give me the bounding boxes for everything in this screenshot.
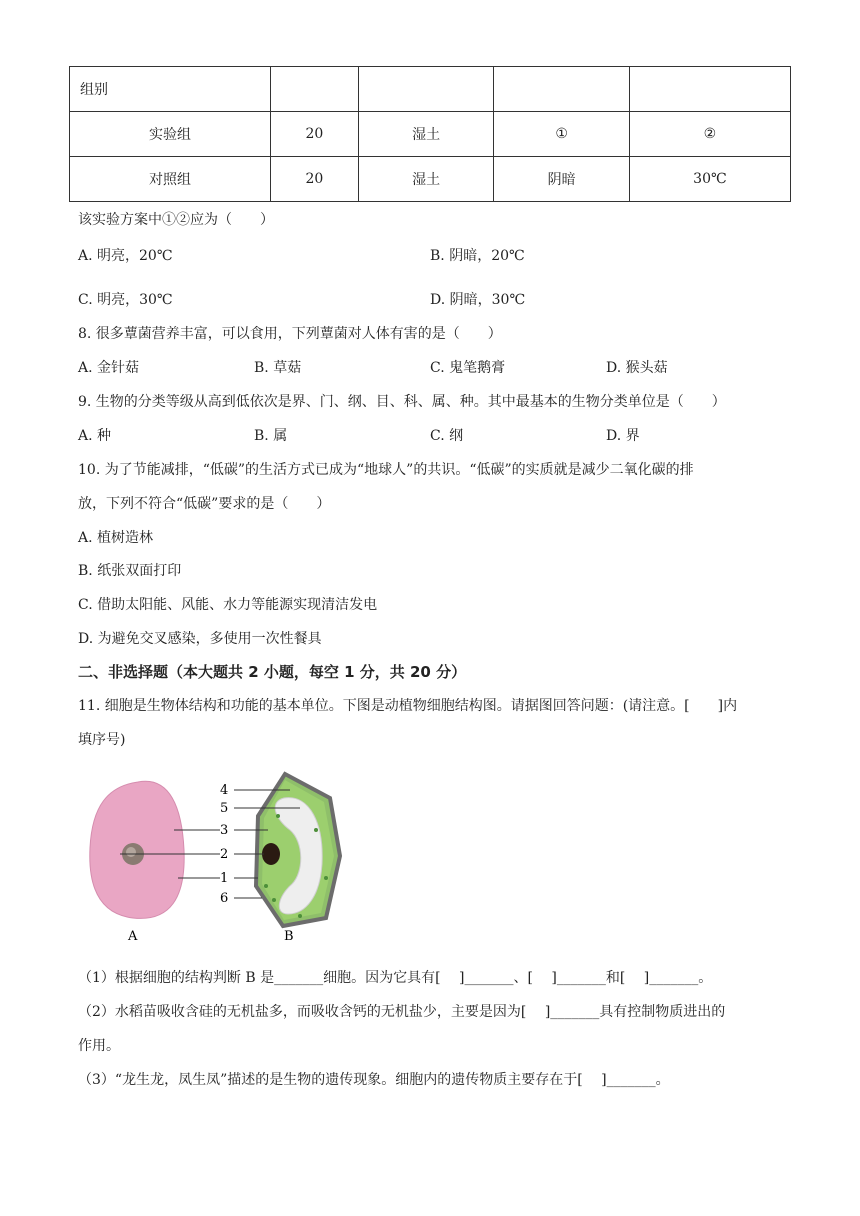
table-cell bbox=[358, 67, 493, 112]
q10-option-b[interactable]: B. 纸张双面打印 bbox=[78, 563, 182, 579]
q9-option-b[interactable]: B. 属 bbox=[254, 428, 288, 444]
figure-label-4: 4 bbox=[220, 783, 229, 798]
section-title: 二、非选择题（本大题共 2 小题，每空 1 分，共 20 分） bbox=[78, 663, 467, 681]
q11-sub3: （3）“龙生龙，凤生凤”描述的是生物的遗传现象。细胞内的遗传物质主要存在于[ ]_______。 bbox=[78, 1072, 670, 1088]
q10-option-d[interactable]: D. 为避免交叉感染，多使用一次性餐具 bbox=[78, 631, 322, 647]
q9-stem: 9. 生物的分类等级从高到低依次是界、门、纲、目、科、属、种。其中最基本的生物分类单位是（ ） bbox=[78, 394, 726, 410]
figure-label-2: 2 bbox=[220, 847, 229, 862]
figure-label-a: A bbox=[128, 929, 138, 944]
plant-cell bbox=[256, 774, 340, 926]
q8-stem: 8. 很多蕈菌营养丰富，可以食用，下列蕈菌对人体有害的是（ ） bbox=[78, 326, 502, 342]
q11-sub2-line2: 作用。 bbox=[78, 1038, 120, 1054]
animal-cell bbox=[90, 781, 184, 918]
q10-option-a[interactable]: A. 植树造林 bbox=[78, 530, 154, 546]
q9-option-d[interactable]: D. 界 bbox=[606, 428, 640, 444]
q8-option-b[interactable]: B. 草菇 bbox=[254, 360, 302, 376]
q7-option-b[interactable]: B. 阴暗，20℃ bbox=[430, 248, 525, 264]
table-cell: 实验组 bbox=[70, 112, 271, 157]
table-cell: 对照组 bbox=[70, 157, 271, 202]
table-row bbox=[70, 157, 791, 202]
q8-option-d[interactable]: D. 猴头菇 bbox=[606, 360, 668, 376]
table-cell: ① bbox=[494, 112, 629, 157]
q10-stem-line1: 10. 为了节能减排，“低碳”的生活方式已成为“地球人”的共识。“低碳”的实质就是减少二氧化碳的排 bbox=[78, 462, 694, 478]
q10-stem-line2: 放，下列不符合“低碳”要求的是（ ） bbox=[78, 496, 331, 512]
q7-option-d[interactable]: D. 阴暗，30℃ bbox=[430, 292, 526, 308]
figure-label-b: B bbox=[284, 929, 294, 944]
table-cell: 30℃ bbox=[629, 157, 790, 202]
table-cell: ② bbox=[629, 112, 790, 157]
table-row bbox=[70, 112, 791, 157]
q7-option-a[interactable]: A. 明亮，20℃ bbox=[78, 248, 173, 264]
q11-sub1: （1）根据细胞的结构判断 B 是_______细胞。因为它具有[ ]_______、[ ]_______和[ ]_______。 bbox=[78, 970, 713, 986]
table-cell bbox=[629, 67, 790, 112]
table-cell: 阴暗 bbox=[494, 157, 629, 202]
q8-option-a[interactable]: A. 金针菇 bbox=[78, 360, 140, 376]
table-cell bbox=[270, 67, 358, 112]
table-row bbox=[70, 67, 791, 112]
q8-option-c[interactable]: C. 鬼笔鹅膏 bbox=[430, 360, 506, 376]
figure-label-6: 6 bbox=[220, 891, 229, 906]
table-cell bbox=[494, 67, 629, 112]
q9-option-a[interactable]: A. 种 bbox=[78, 428, 112, 444]
q9-option-c[interactable]: C. 纲 bbox=[430, 428, 464, 444]
figure-label-1: 1 bbox=[220, 871, 229, 886]
cell-structure-figure bbox=[78, 768, 368, 948]
table-cell: 20 bbox=[270, 157, 358, 202]
figure-label-3: 3 bbox=[220, 823, 229, 838]
table-cell: 组别 bbox=[70, 67, 271, 112]
figure-label-5: 5 bbox=[220, 801, 229, 816]
q7-option-c[interactable]: C. 明亮，30℃ bbox=[78, 292, 173, 308]
table-cell: 湿土 bbox=[358, 157, 493, 202]
q10-option-c[interactable]: C. 借助太阳能、风能、水力等能源实现清洁发电 bbox=[78, 597, 378, 613]
experiment-table bbox=[69, 66, 791, 202]
q11-stem-line1: 11. 细胞是生物体结构和功能的基本单位。下图是动植物细胞结构图。请据图回答问题：(请注意。[ ]内 bbox=[78, 698, 738, 714]
table-cell: 湿土 bbox=[358, 112, 493, 157]
table-cell: 20 bbox=[270, 112, 358, 157]
q11-sub2-line1: （2）水稻苗吸收含硅的无机盐多，而吸收含钙的无机盐少，主要是因为[ ]_______具有控制物质进出的 bbox=[78, 1004, 726, 1020]
q7-stem: 该实验方案中①②应为（ ） bbox=[78, 212, 274, 228]
q11-stem-line2: 填序号) bbox=[78, 732, 126, 748]
